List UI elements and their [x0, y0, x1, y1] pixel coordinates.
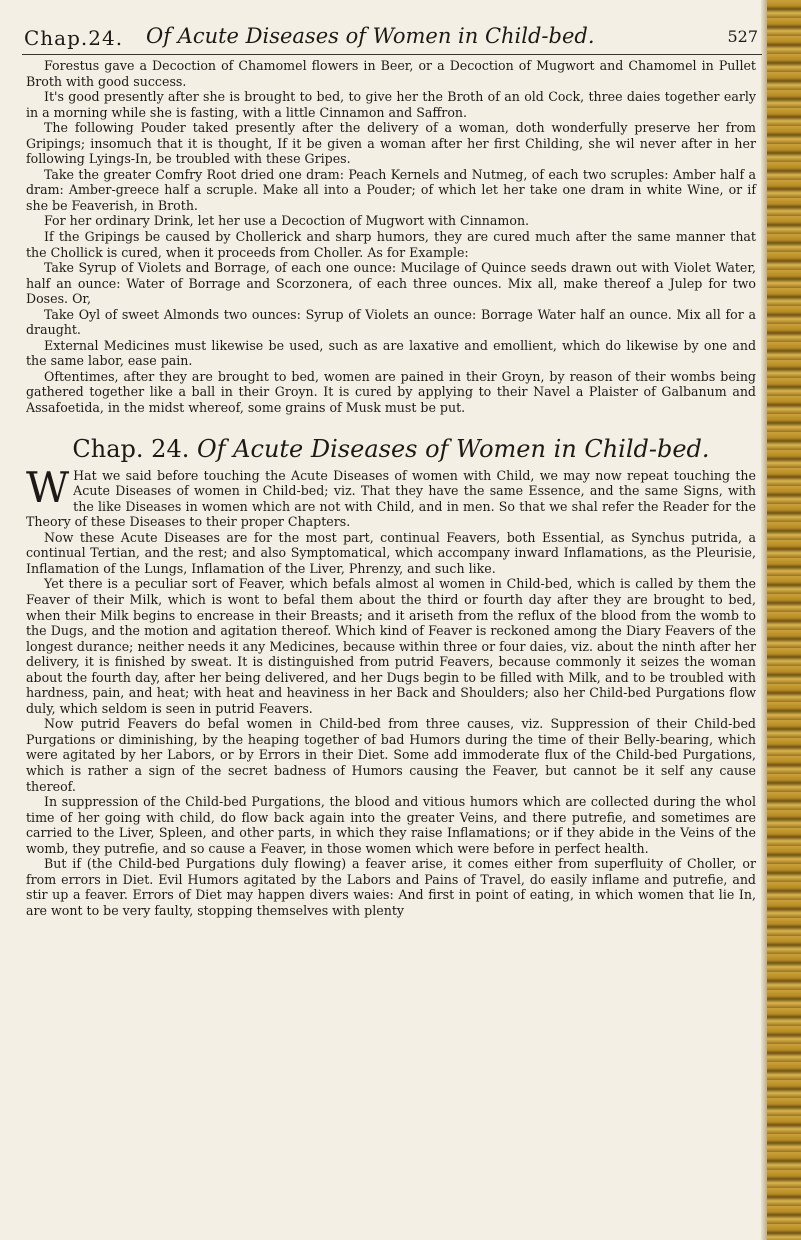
recipe-paragraph: Take Syrup of Violets and Borrage, of each one ounce: Mucilage of Quince seeds drawn out with Violet Water, half an ounce: Water of Borrage and Scorzonera, of each three ounces. Mix all, make thereof a Julep for two Doses. Or,	[26, 260, 756, 307]
header-title: Of Acute Diseases of Women in Child-bed.	[146, 24, 595, 48]
paragraph-text: Hat we said before touching the Acute Diseases of women with Child, we may now repeat touching the Acute Diseases of women in Child-bed; viz. That they have the same Essence, and the same Signs, with the like Diseases in women which are not with Child, and in men. So that we shal refer the Reader for the Theory of these Diseases to their proper Chapters.	[26, 467, 756, 530]
paragraph: The following Pouder taked presently after the delivery of a woman, doth wonderfully preserve her from Gripings; insomuch that it is thought, If it be given a woman after her first Childing, she wil never after in her following Lyings-In, be troubled with these Gripes.	[26, 120, 756, 167]
paragraph: Now these Acute Diseases are for the most part, continual Feavers, both Essential, as Synchus putrida, a continual Tertian, and the rest; and also Symptomatical, which accompany inward Inflamations, as the Pleurisie, Inflamation of the Lungs, Inflamation of the Liver, Phrenzy, and such like.	[26, 529, 756, 576]
chapter-number: Chap. 24.	[72, 434, 190, 463]
paragraph: Oftentimes, after they are brought to bed, women are pained in their Groyn, by reason of their wombs being gathered together like a ball in their Groyn. It is cured by applying to their Navel a Plaister of Galbanum and Assafoetida, in the midst whereof, some grains of Musk must be put.	[26, 368, 756, 416]
paragraph: But if (the Child-bed Purgations duly flowing) a feaver arise, it comes either from superfluity of Choller, or from errors in Diet. Evil Humors agitated by the Labors and Pains of Travel, do easily inflame and putrefie, and stir up a feaver. Errors of Diet may happen divers waies: And first in point of eating, in which women that lie In, are wont to be very faulty, stopping themselves with plenty	[26, 856, 756, 918]
header-chapter: Chap.24.	[24, 26, 124, 50]
paragraph: It's good presently after she is brought to bed, to give her the Broth of an old Cock, three daies together early in a morning while she is fasting, with a little Cinnamon and Saffron.	[26, 89, 756, 120]
drop-cap: W	[26, 462, 70, 512]
chapter-title: Of Acute Diseases of Women in Child-bed.	[196, 434, 710, 463]
paragraph: For her ordinary Drink, let her use a Decoction of Mugwort with Cinnamon.	[44, 213, 530, 229]
page-number: 527	[727, 27, 758, 46]
paragraph: External Medicines must likewise be used, such as are laxative and emollient, which do likewise by one and the same labor, ease pain.	[26, 337, 756, 369]
recipe-paragraph: Take the greater Comfry Root dried one dram: Peach Kernels and Nutmeg, of each two scruples: Amber half a dram: Amber-greece half a scruple. Make all into a Pouder; of which let her take one dram in white Wine, or if she be Feaverish, in Broth.	[26, 166, 756, 213]
chapter-heading	[26, 434, 756, 464]
paragraph: If the Gripings be caused by Chollerick and sharp humors, they are cured much after the same manner that the Chollick is cured, when it proceeds from Choller. As for Example:	[26, 229, 756, 260]
paragraph	[26, 462, 756, 530]
page-body	[26, 58, 756, 918]
recipe-paragraph: Take Oyl of sweet Almonds two ounces: Syrup of Violets an ounce: Borrage Water half an ounce. Mix all for a draught.	[26, 306, 756, 338]
paragraph: Yet there is a peculiar sort of Feaver, which befals almost al women in Child-bed, which is called by them the Feaver of their Milk, which is wont to befal them about the third or fourth day after they are brought to bed, when their Milk begins to encrease in their Breasts; and it ariseth from the reflux of the blood from the womb to the Dugs, and the motion and agitation thereof. Which kind of Feaver is reckoned among the Diary Feavers of the longest durance; neither needs it any Medicines, because within three or four daies, viz. about the ninth after her delivery, it is finished by sweat. It is distinguished from putrid Feavers, because commonly it seizes the woman about the fourth day, after her being delivered, and her Dugs begin to be filled with Milk, and to be troubled with hardness, pain, and heat; with heat and heaviness in her Back and Shoulders; also her Child-bed Purgations flow duly, which seldom is seen in putrid Feavers.	[26, 576, 756, 716]
paragraph: In suppression of the Child-bed Purgations, the blood and vitious humors which are collected during the whol time of her going with child, do flow back again into the greater Veins, and there putrefie, and sometimes are carried to the Liver, Spleen, and other parts, in which they raise Inflamations; or if they abide in the Veins of the womb, they putrefie, and so cause a Feaver, in those women which were before in perfect health.	[26, 794, 756, 856]
paragraph: Now putrid Feavers do befal women in Child-bed from three causes, viz. Suppression of their Child-bed Purgations or diminishing, by the heaping together of bad Humors during the time of their Belly-bearing, which were agitated by her Labors, or by Errors in their Diet. Some add immoderate flux of the Child-bed Purgations, which is rather a sign of the secret badness of Humors causing the Feaver, but cannot be it self any cause thereof.	[26, 716, 756, 794]
book-spine	[767, 0, 801, 1240]
paragraph: Forestus gave a Decoction of Chamomel flowers in Beer, or a Decoction of Mugwort and Chamomel in Pullet Broth with good success.	[26, 58, 756, 89]
running-header	[22, 24, 762, 55]
